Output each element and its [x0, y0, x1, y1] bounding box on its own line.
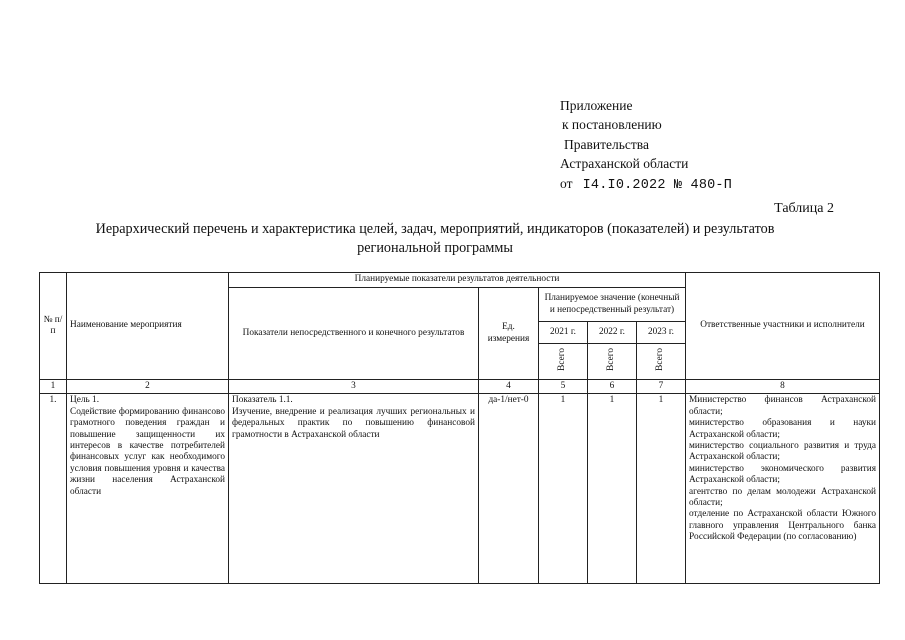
header-num: № п/п — [40, 273, 67, 380]
appendix-line: Приложение — [560, 98, 633, 113]
document-title — [40, 220, 830, 257]
responsible-item: отделение по Астраханской области Южного главного управления Центрального банка Российской Федерации (по согласованию) — [689, 509, 876, 543]
title-line: региональной программы — [357, 239, 513, 256]
appendix-line: Правительства — [564, 136, 649, 152]
appendix-line: к постановлению — [562, 117, 662, 133]
column-number: 6 — [588, 380, 637, 394]
header-total: Всего — [606, 347, 617, 371]
unit-cell: да-1/нет-0 — [479, 394, 539, 584]
goal-text: Содействие формированию финансово грамотного поведения граждан и повышение защищенности их интересов в качестве потребителей финансовых услуг как необходимого условия повышения уровня и качества жизни населения Астраханской области — [70, 406, 225, 497]
header-year-2022: 2022 г. — [588, 322, 637, 344]
table-row — [40, 394, 880, 584]
column-number: 4 — [479, 380, 539, 394]
value-2023: 1 — [637, 394, 686, 584]
appendix-date-line — [560, 174, 732, 195]
appendix-block — [560, 96, 732, 195]
title-line: Иерархический перечень и характеристика целей, задач, мероприятий, индикаторов (показателей) и результатов — [95, 221, 775, 237]
header-year-2023: 2023 г. — [637, 322, 686, 344]
program-table — [39, 272, 880, 584]
responsible-item: Министерство финансов Астраханской области; — [689, 395, 876, 417]
appendix-line: Астраханской области — [560, 156, 689, 172]
indicator-cell — [229, 394, 479, 584]
column-number: 8 — [686, 380, 880, 394]
row-number: 1. — [40, 394, 67, 584]
value-2022: 1 — [588, 394, 637, 584]
responsible-item: министерство экономического развития Астраханской области; — [689, 463, 876, 486]
column-number: 2 — [67, 380, 229, 394]
column-number: 5 — [539, 380, 588, 394]
header-indicators: Показатели непосредственного и конечного результатов — [229, 288, 479, 380]
header-total: Всего — [655, 347, 666, 371]
goal-label: Цель 1. — [70, 395, 100, 406]
column-number: 1 — [40, 380, 67, 394]
value-2021: 1 — [539, 394, 588, 584]
decree-date-number: I4.I0.2022 № 480-П — [582, 177, 733, 193]
responsible-item: министерство образования и науки Астраханской области; — [689, 418, 876, 440]
goal-cell — [67, 394, 229, 584]
header-planned-group: Планируемые показатели результатов деятельности — [229, 273, 686, 288]
header-responsible: Ответственные участники и исполнители — [686, 273, 880, 380]
indicator-text: Изучение, внедрение и реализация лучших региональных и федеральных практик по повышению финансовой грамотности в Астраханской области — [232, 406, 475, 440]
header-planned-value: Планируемое значение (конечный и непосредственный результат) — [539, 288, 686, 322]
table-label: Таблица 2 — [774, 201, 834, 216]
header-unit: Ед. измерения — [479, 288, 539, 380]
column-number: 3 — [229, 380, 479, 394]
header-name: Наименование мероприятия — [67, 273, 229, 380]
column-number: 7 — [637, 380, 686, 394]
indicator-label: Показатель 1.1. — [232, 395, 293, 406]
header-year-2021: 2021 г. — [539, 322, 588, 344]
column-number-row — [40, 380, 880, 394]
responsible-cell — [686, 394, 880, 584]
header-total: Всего — [557, 347, 568, 371]
responsible-item: министерство социального развития и труда Астраханской области; — [689, 441, 876, 463]
responsible-item: агентство по делам молодежи Астраханской области; — [689, 486, 876, 509]
date-prefix: от — [560, 175, 573, 191]
